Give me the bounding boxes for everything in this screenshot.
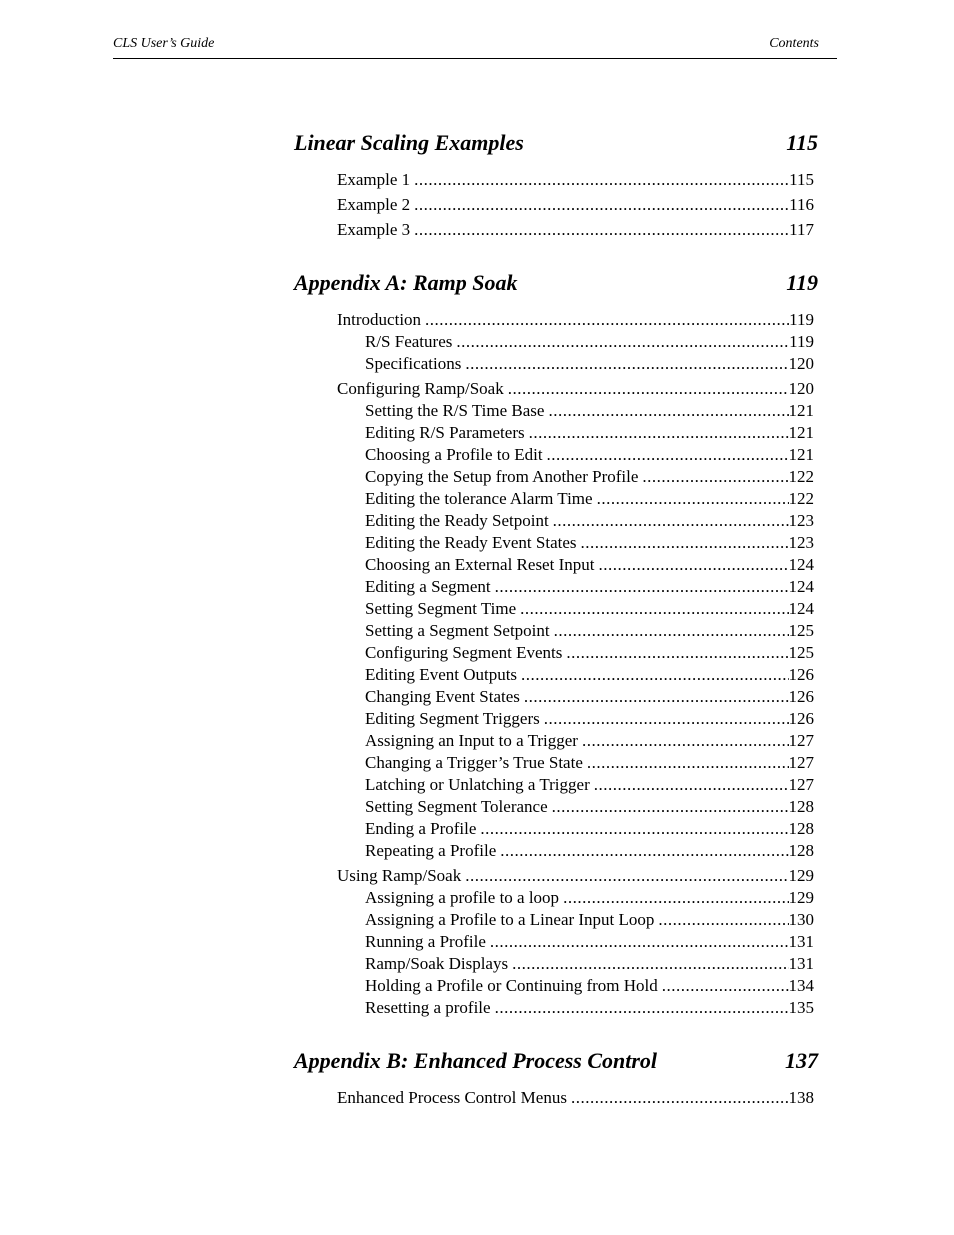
entry-title: Latching or Unlatching a Trigger — [365, 775, 590, 794]
entry-page-number: 128 — [788, 819, 814, 838]
entry-title: Resetting a profile — [365, 998, 491, 1017]
entry-title: Setting Segment Time — [365, 599, 517, 618]
dot-leader — [566, 642, 788, 664]
toc-entry[interactable] — [365, 620, 814, 642]
section-title: Appendix A: Ramp Soak — [294, 270, 518, 295]
entry-page-number: 129 — [788, 888, 814, 907]
entry-page-number: 128 — [788, 841, 814, 860]
entry-title: Editing R/S Parameters — [365, 423, 525, 442]
entry-page-number: 122 — [788, 467, 814, 486]
entry-page-number: 126 — [788, 709, 814, 728]
dot-leader — [465, 865, 788, 887]
dot-leader — [490, 931, 789, 953]
toc-entry[interactable] — [365, 598, 814, 620]
entry-title: Introduction — [337, 310, 422, 329]
entry-page-number: 124 — [788, 555, 814, 574]
dot-leader — [520, 598, 788, 620]
toc-entry[interactable] — [365, 708, 814, 730]
section-title: Linear Scaling Examples — [294, 130, 524, 155]
section-heading[interactable] — [294, 128, 818, 158]
entry-title: Setting a Segment Setpoint — [365, 621, 550, 640]
entry-title: Setting Segment Tolerance — [365, 797, 548, 816]
dot-leader — [456, 331, 789, 353]
entry-title: Ramp/Soak Displays — [365, 954, 509, 973]
entry-page-number: 124 — [788, 577, 814, 596]
entry-page-number: 123 — [788, 511, 814, 530]
entry-title: Repeating a Profile — [365, 841, 497, 860]
toc-entry[interactable] — [365, 642, 814, 664]
toc-entry[interactable] — [337, 865, 814, 887]
dot-leader — [581, 532, 789, 554]
entry-title: Choosing an External Reset Input — [365, 555, 595, 574]
toc-section — [294, 128, 818, 241]
entry-page-number: 127 — [788, 753, 814, 772]
toc-entry[interactable] — [365, 532, 814, 554]
dot-leader — [552, 796, 789, 818]
entry-page-number: 119 — [789, 310, 814, 329]
toc-entry[interactable] — [365, 818, 814, 840]
dot-leader — [594, 774, 789, 796]
entry-title: Editing Segment Triggers — [365, 709, 540, 728]
toc-entry[interactable] — [365, 331, 814, 353]
entry-page-number: 120 — [788, 354, 814, 373]
toc-entry[interactable] — [365, 400, 814, 422]
entry-title: Editing Event Outputs — [365, 665, 518, 684]
dot-leader — [642, 466, 788, 488]
toc-entry[interactable] — [337, 219, 814, 241]
entry-page-number: 128 — [788, 797, 814, 816]
toc-entry[interactable] — [365, 466, 814, 488]
entry-title: Example 1 — [337, 170, 411, 189]
entry-title: R/S Features — [365, 332, 453, 351]
dot-leader — [508, 378, 789, 400]
dot-leader — [658, 909, 788, 931]
dot-leader — [465, 353, 788, 375]
entry-title: Setting the R/S Time Base — [365, 401, 545, 420]
toc-entry[interactable] — [365, 576, 814, 598]
toc-entry[interactable] — [365, 488, 814, 510]
toc-entry[interactable] — [365, 510, 814, 532]
toc-entry[interactable] — [365, 554, 814, 576]
dot-leader — [414, 169, 789, 191]
entry-title: Holding a Profile or Continuing from Hold — [365, 976, 658, 995]
entry-page-number: 126 — [788, 665, 814, 684]
entry-page-number: 125 — [788, 621, 814, 640]
entry-title: Ending a Profile — [365, 819, 477, 838]
chapter-title: Contents — [769, 36, 819, 51]
entry-title: Example 2 — [337, 195, 411, 214]
toc-entry[interactable] — [365, 931, 814, 953]
entry-page-number: 123 — [788, 533, 814, 552]
section-page-number: 115 — [786, 130, 818, 155]
entry-title: Assigning a Profile to a Linear Input Loop — [365, 910, 655, 929]
section-heading[interactable] — [294, 1046, 818, 1076]
entry-title: Example 3 — [337, 220, 411, 239]
dot-leader — [512, 953, 788, 975]
entry-page-number: 125 — [788, 643, 814, 662]
entry-page-number: 129 — [788, 866, 814, 885]
toc-entry[interactable] — [365, 840, 814, 862]
toc-section — [294, 1046, 818, 1109]
toc-entry[interactable] — [365, 887, 814, 909]
toc-entry[interactable] — [365, 444, 814, 466]
entry-page-number: 121 — [788, 445, 814, 464]
entry-title: Configuring Segment Events — [365, 643, 563, 662]
toc-entry[interactable] — [365, 730, 814, 752]
dot-leader — [563, 887, 788, 909]
entry-page-number: 131 — [788, 954, 814, 973]
entry-title: Running a Profile — [365, 932, 486, 951]
dot-leader — [587, 752, 789, 774]
dot-leader — [414, 194, 789, 216]
section-page-number: 119 — [786, 270, 818, 295]
running-header — [113, 36, 837, 59]
dot-leader — [571, 1087, 789, 1109]
entry-title: Editing a Segment — [365, 577, 491, 596]
entry-page-number: 116 — [789, 195, 814, 214]
dot-leader — [495, 997, 789, 1019]
entry-title: Specifications — [365, 354, 462, 373]
dot-leader — [554, 620, 789, 642]
entry-page-number: 131 — [788, 932, 814, 951]
toc-entry[interactable] — [365, 953, 814, 975]
toc-entry[interactable] — [365, 975, 814, 997]
table-of-contents — [294, 128, 818, 1136]
entry-page-number: 134 — [788, 976, 814, 995]
dot-leader — [529, 422, 789, 444]
entry-page-number: 117 — [789, 220, 814, 239]
entry-title: Choosing a Profile to Edit — [365, 445, 543, 464]
toc-entry[interactable] — [365, 774, 814, 796]
dot-leader — [425, 309, 789, 331]
entry-title: Changing a Trigger’s True State — [365, 753, 583, 772]
entry-page-number: 130 — [788, 910, 814, 929]
entry-title: Editing the tolerance Alarm Time — [365, 489, 593, 508]
toc-entry[interactable] — [337, 309, 814, 331]
dot-leader — [582, 730, 789, 752]
dot-leader — [500, 840, 788, 862]
entry-page-number: 135 — [788, 998, 814, 1017]
dot-leader — [480, 818, 788, 840]
entry-title: Editing the Ready Event States — [365, 533, 577, 552]
dot-leader — [597, 488, 789, 510]
toc-entry[interactable] — [365, 997, 814, 1019]
toc-entry[interactable] — [365, 686, 814, 708]
toc-entry[interactable] — [365, 752, 814, 774]
entry-title: Enhanced Process Control Menus — [337, 1088, 567, 1107]
toc-entry[interactable] — [365, 353, 814, 375]
entry-page-number: 121 — [788, 401, 814, 420]
toc-entry[interactable] — [337, 1087, 814, 1109]
entry-page-number: 127 — [788, 775, 814, 794]
entry-title: Configuring Ramp/Soak — [337, 379, 504, 398]
dot-leader — [553, 510, 789, 532]
dot-leader — [548, 400, 788, 422]
entry-title: Editing the Ready Setpoint — [365, 511, 549, 530]
entry-title: Assigning a profile to a loop — [365, 888, 560, 907]
entry-page-number: 121 — [788, 423, 814, 442]
entry-page-number: 120 — [788, 379, 814, 398]
entry-page-number: 115 — [789, 170, 814, 189]
entry-page-number: 119 — [789, 332, 814, 351]
toc-entry[interactable] — [337, 378, 814, 400]
entry-page-number: 126 — [788, 687, 814, 706]
entry-title: Copying the Setup from Another Profile — [365, 467, 639, 486]
entry-page-number: 124 — [788, 599, 814, 618]
dot-leader — [521, 664, 788, 686]
toc-entry[interactable] — [365, 909, 814, 931]
section-title: Appendix B: Enhanced Process Control — [294, 1048, 658, 1073]
dot-leader — [524, 686, 789, 708]
dot-leader — [414, 219, 789, 241]
section-heading[interactable] — [294, 268, 818, 298]
entry-title: Changing Event States — [365, 687, 520, 706]
entry-page-number: 122 — [788, 489, 814, 508]
dot-leader — [495, 576, 789, 598]
dot-leader — [544, 708, 789, 730]
toc-entry[interactable] — [365, 664, 814, 686]
entry-page-number: 127 — [788, 731, 814, 750]
entry-title: Using Ramp/Soak — [337, 866, 462, 885]
toc-entry[interactable] — [337, 169, 814, 191]
dot-leader — [547, 444, 789, 466]
dot-leader — [598, 554, 788, 576]
section-page-number: 137 — [785, 1048, 818, 1073]
toc-entry[interactable] — [365, 796, 814, 818]
toc-section — [294, 268, 818, 1019]
toc-entry[interactable] — [365, 422, 814, 444]
dot-leader — [662, 975, 789, 997]
document-title: CLS User’s Guide — [113, 36, 215, 51]
entry-page-number: 138 — [788, 1088, 814, 1107]
toc-entry[interactable] — [337, 194, 814, 216]
entry-title: Assigning an Input to a Trigger — [365, 731, 578, 750]
